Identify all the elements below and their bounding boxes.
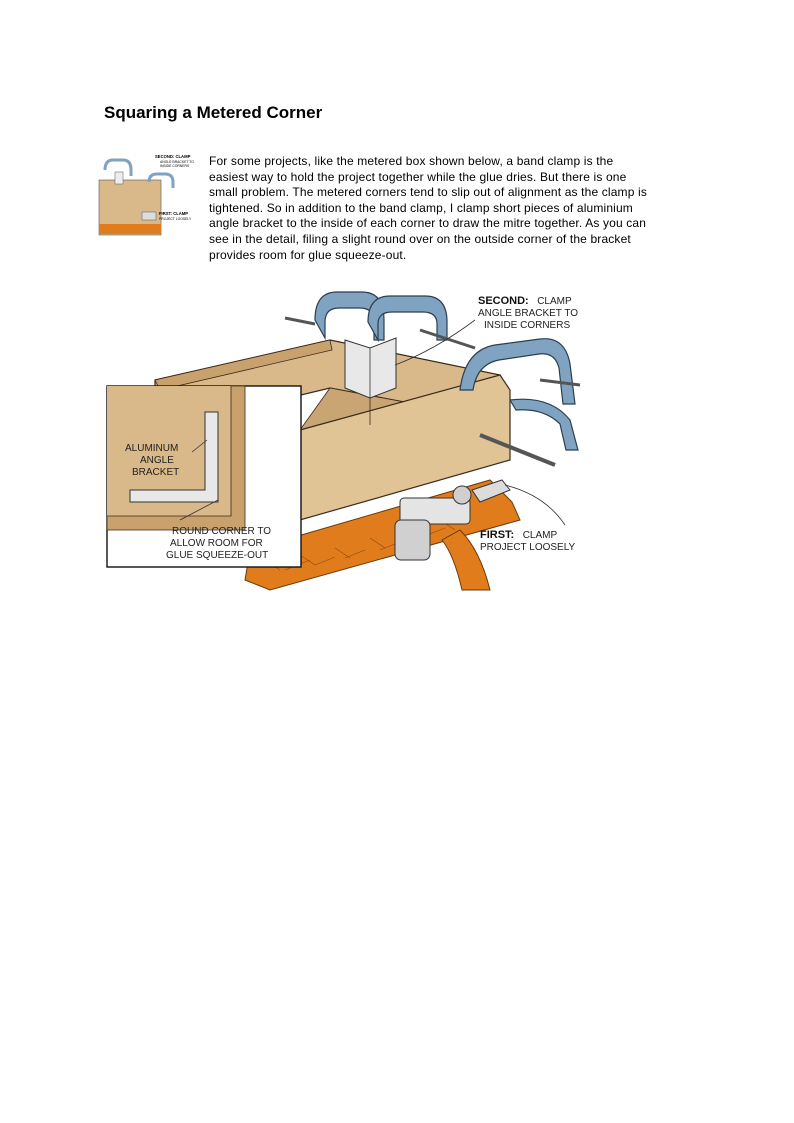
detail-label-1: ALUMINUM [125, 443, 179, 454]
paragraph-line: tightened. So in addition to the band clamp, I clamp short pieces of aluminium [209, 200, 633, 215]
round-label-3: GLUE SQUEEZE-OUT [166, 550, 269, 561]
thumb-first-sub: PROJECT LOOSELY [159, 217, 192, 221]
thumb-second-label: SECOND: CLAMP [155, 154, 191, 159]
round-label-1: ROUND CORNER TO [172, 526, 272, 537]
main-illustration [100, 280, 600, 592]
thumb-second-sub-1: ANGLE BRACKET TO [160, 160, 194, 164]
first-line-2: PROJECT LOOSELY [480, 542, 576, 553]
first-rest: CLAMP [522, 530, 558, 541]
body-paragraph [209, 154, 691, 263]
first-bold: FIRST: [480, 529, 515, 541]
second-bold: SECOND: [478, 295, 529, 307]
detail-label-3: BRACKET [132, 467, 180, 478]
paragraph-line: provides room for glue squeeze-out. [209, 247, 407, 262]
page-title: Squaring a Metered Corner [104, 103, 323, 122]
paragraph-line: angle bracket to the inside of each corner to draw the mitre together. As you can [209, 216, 647, 231]
thumb-first-label: FIRST: CLAMP [159, 211, 189, 216]
second-line-2: ANGLE BRACKET TO [478, 308, 579, 319]
paragraph-line: see in the detail, filing a slight round over on the outside corner of the bracket [209, 231, 631, 246]
paragraph-line: For some projects, like the metered box shown below, a band clamp is the [209, 154, 614, 168]
detail-label-2: ANGLE [140, 455, 174, 466]
second-callout [478, 291, 572, 308]
paragraph-line: easiest way to hold the project together while the glue dries. But there is one [209, 169, 627, 184]
second-rest: CLAMP [537, 296, 572, 307]
thumbnail-illustration [97, 152, 197, 244]
round-label-2: ALLOW ROOM FOR [170, 538, 263, 549]
thumb-second-sub-2: INSIDE CORNERS [160, 164, 190, 168]
detail-inset [107, 386, 301, 567]
second-line-3: INSIDE CORNERS [484, 320, 571, 331]
paragraph-line: small problem. The metered corners tend to slip out of alignment as the clamp is [209, 185, 647, 200]
